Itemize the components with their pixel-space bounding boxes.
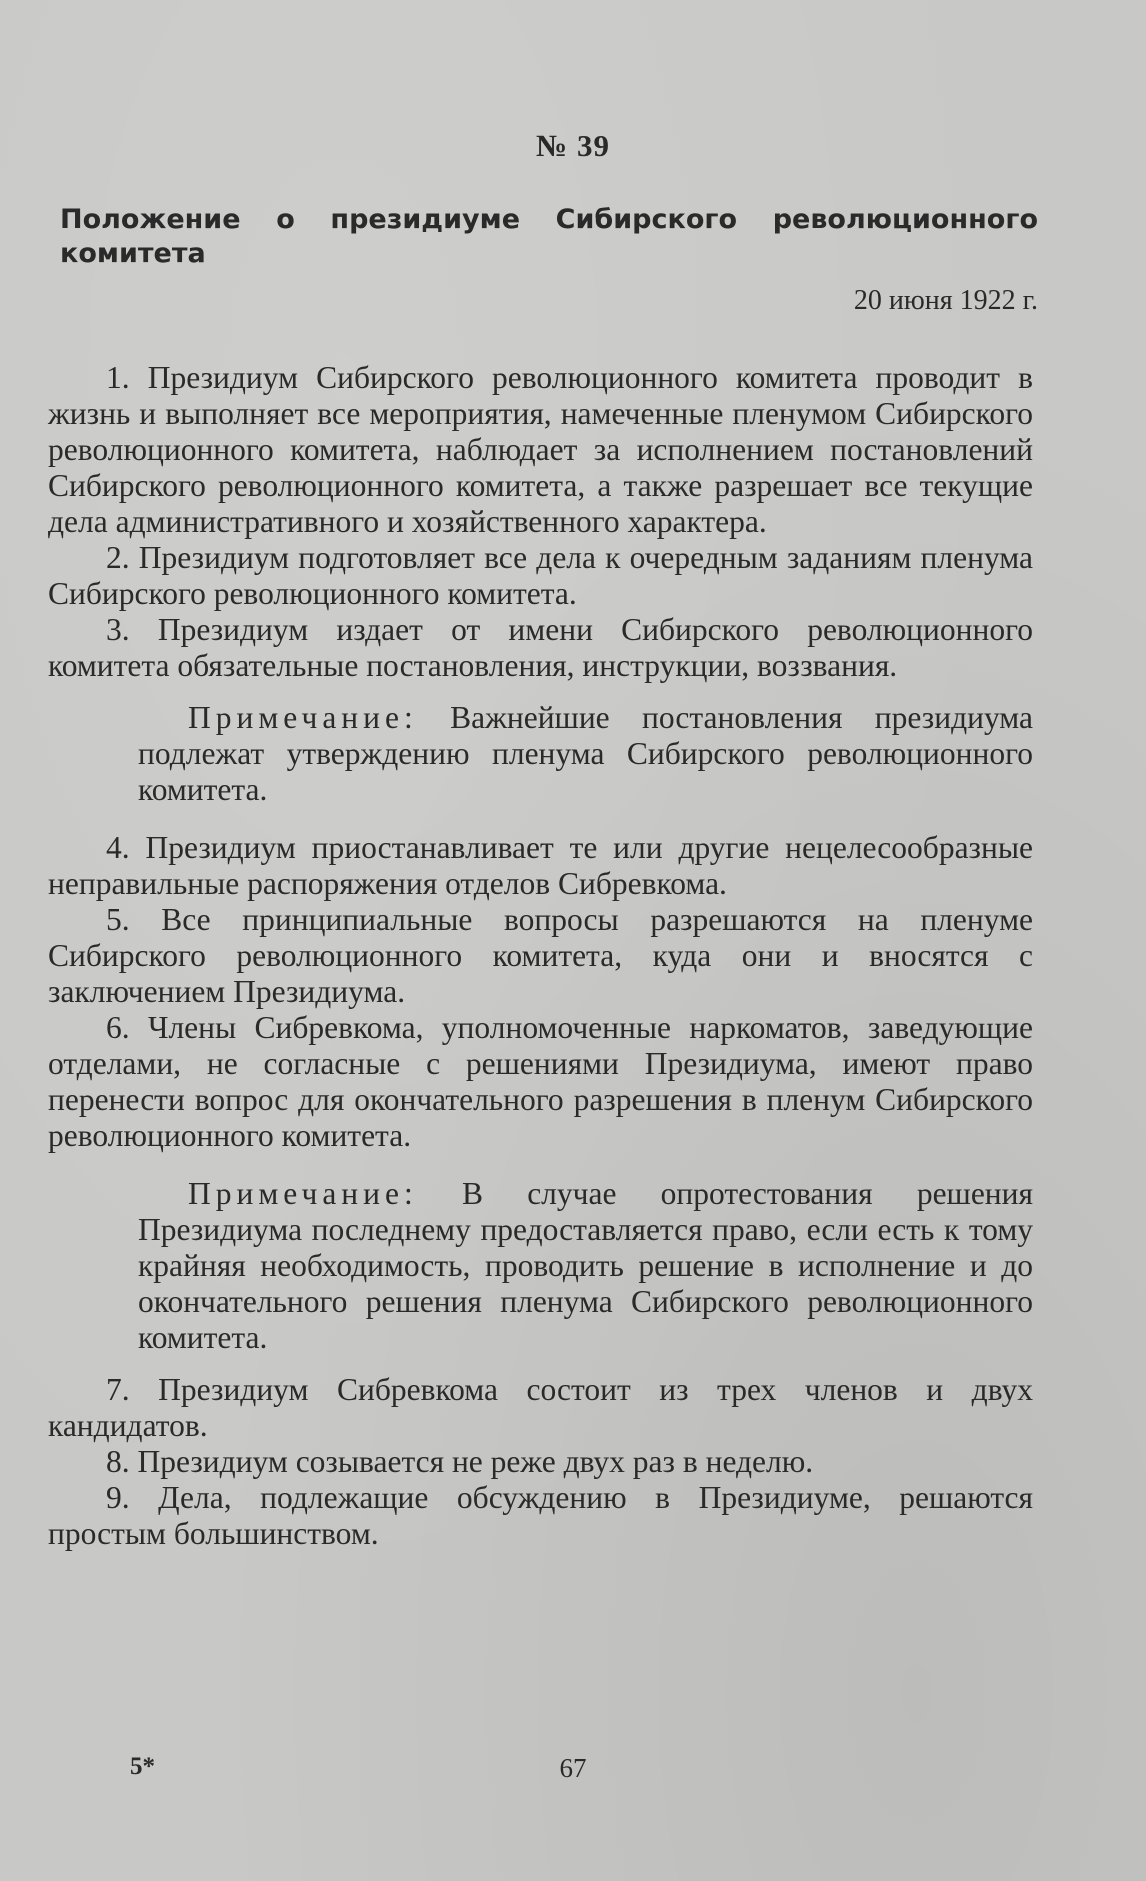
paragraph-2: 2. Президиум подготовляет все дела к очередным заданиям пленума Сибирского революционного комитета. — [48, 540, 1033, 611]
document-title: Положение о президиуме Сибирского революционного комитета — [60, 204, 1038, 269]
paragraph-6: 6. Члены Сибревкома, уполномоченные наркоматов, заведующие отделами, не согласные с решениями Президиума, имеют право перенести вопрос для окончательного разрешения в пленум Сибирского революционного комитета. — [48, 1010, 1033, 1153]
paragraph-4: 4. Президиум приостанавливает те или другие нецелесообразные неправильные распоряжения отделов Сибревкома. — [48, 830, 1033, 901]
signature-mark: 5* — [130, 1753, 155, 1780]
note-1-text: Важнейшие постановления президиума подлежат утверждению пленума Сибирского революционного комитета. — [138, 700, 1033, 807]
document-date: 20 июня 1922 г. — [853, 285, 1038, 316]
note-1-label: Примечание: — [188, 700, 418, 735]
document-number: № 39 — [536, 128, 610, 163]
paragraph-8: 8. Президиум созывается не реже двух раз в неделю. — [106, 1444, 814, 1479]
document-body — [48, 360, 1033, 1552]
note-2-text: В случае опротестования решения Президиума последнему предоставляется право, если есть к тому крайняя необходимость, проводить решение в исполнение и до окончательного решения пленума Сибирского революционного комитета. — [138, 1176, 1034, 1355]
paragraph-5: 5. Все принципиальные вопросы разрешаются на пленуме Сибирского революционного комитета, куда они и вносятся с заключением Президиума. — [48, 902, 1033, 1009]
paragraph-9: 9. Дела, подлежащие обсуждению в Президиуме, решаются простым большинством. — [48, 1480, 1033, 1551]
paragraph-1: 1. Президиум Сибирского революционного комитета проводит в жизнь и выполняет все мероприятия, намеченные пленумом Сибирского революционного комитета, наблюдает за исполнением постановлений Сибирского революционного комитета, а также разрешает все текущие дела административного и хозяйственного характера. — [48, 360, 1033, 539]
paragraph-7: 7. Президиум Сибревкома состоит из трех членов и двух кандидатов. — [48, 1372, 1033, 1443]
page-number: 67 — [559, 1753, 587, 1783]
paragraph-3: 3. Президиум издает от имени Сибирского революционного комитета обязательные постановления, инструкции, воззвания. — [48, 612, 1033, 683]
note-2 — [48, 1176, 1033, 1356]
note-2-label: Примечание: — [188, 1176, 418, 1211]
note-1 — [48, 700, 1033, 808]
